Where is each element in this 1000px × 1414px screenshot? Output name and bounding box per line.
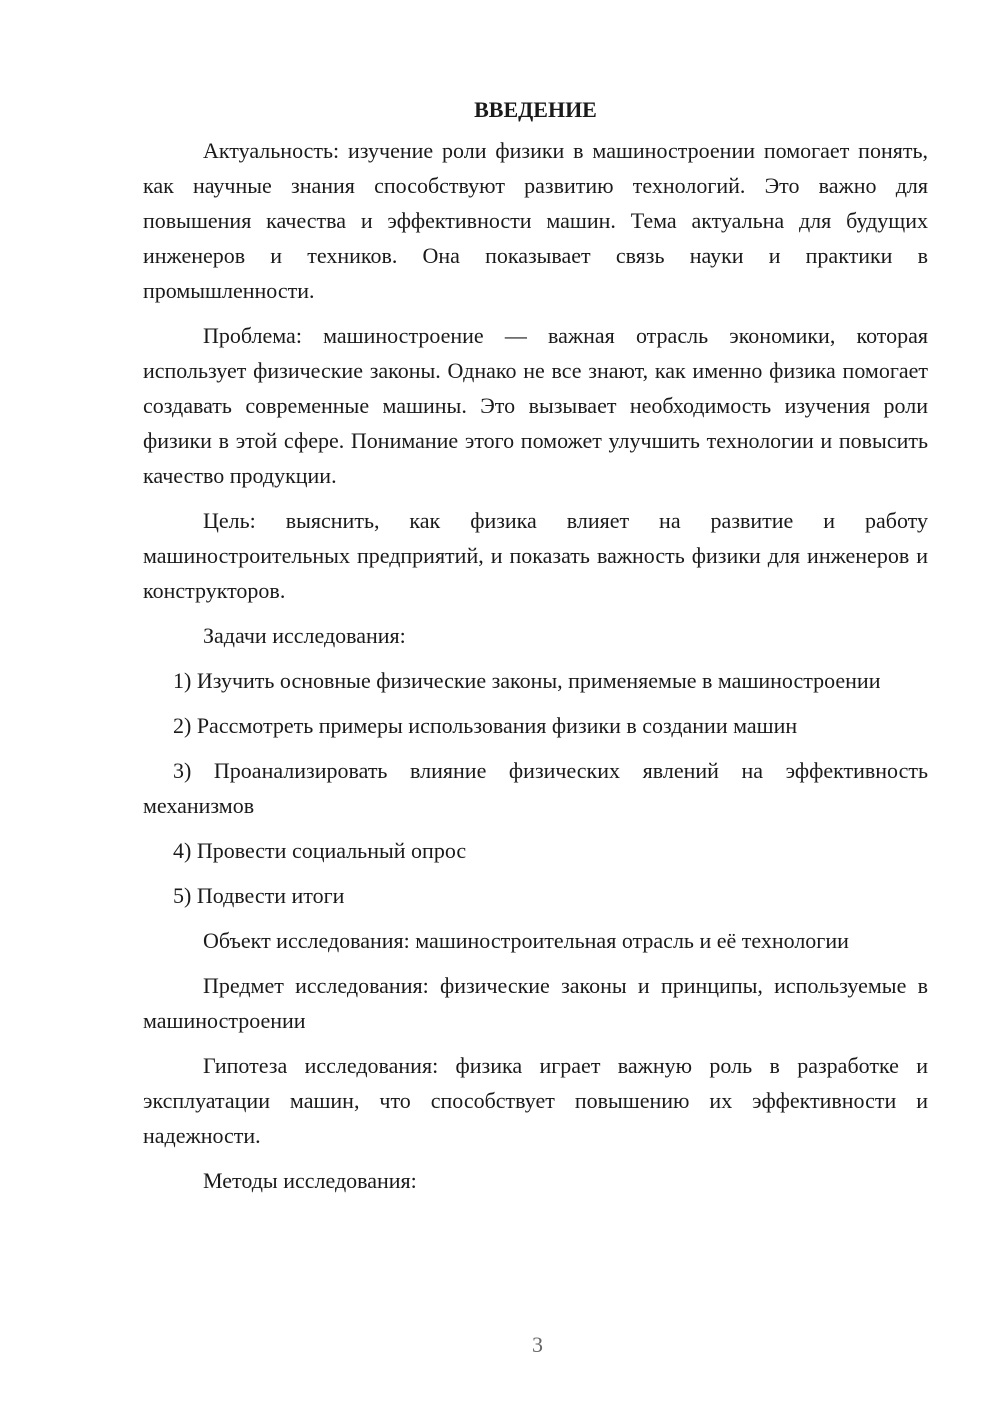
task-item: 3) Проанализировать влияние физических явлений на эффективность механизмов — [143, 758, 928, 818]
subject-paragraph: Предмет исследования: физические законы и принципы, используемые в машиностроении — [143, 973, 928, 1033]
document-page — [143, 92, 928, 1208]
task-item: 4) Провести социальный опрос — [173, 838, 467, 863]
goal-paragraph: Цель: выяснить, как физика влияет на развитие и работу машиностроительных предприятий, и показать важность физики для инженеров и конструкторов. — [143, 508, 928, 603]
task-item: 5) Подвести итоги — [173, 883, 345, 908]
tasks-heading: Задачи исследования: — [203, 623, 406, 648]
page-title: ВВЕДЕНИЕ — [474, 97, 597, 122]
task-item: 2) Рассмотреть примеры использования физики в создании машин — [173, 713, 798, 738]
object-paragraph: Объект исследования: машиностроительная отрасль и её технологии — [203, 928, 849, 953]
methods-heading: Методы исследования: — [203, 1168, 417, 1193]
task-item: 1) Изучить основные физические законы, применяемые в машиностроении — [173, 668, 881, 693]
relevance-paragraph: Актуальность: изучение роли физики в машиностроении помогает понять, как научные знания способствуют развитию технологий. Это важно для повышения качества и эффективности машин. Тема актуальна для будущих инженеров и техников. Она показывает связь науки и практики в промышленности. — [143, 138, 928, 303]
problem-paragraph: Проблема: машиностроение — важная отрасль экономики, которая использует физические законы. Однако не все знают, как именно физика помогает создавать современные машины. Это вызывает необходимость изучения роли физики в этой сфере. Понимание этого поможет улучшить технологии и повысить качество продукции. — [143, 323, 928, 488]
page-number: 3 — [532, 1332, 543, 1357]
hypothesis-paragraph: Гипотеза исследования: физика играет важную роль в разработке и эксплуатации машин, что способствует повышению их эффективности и надежности. — [143, 1053, 928, 1148]
